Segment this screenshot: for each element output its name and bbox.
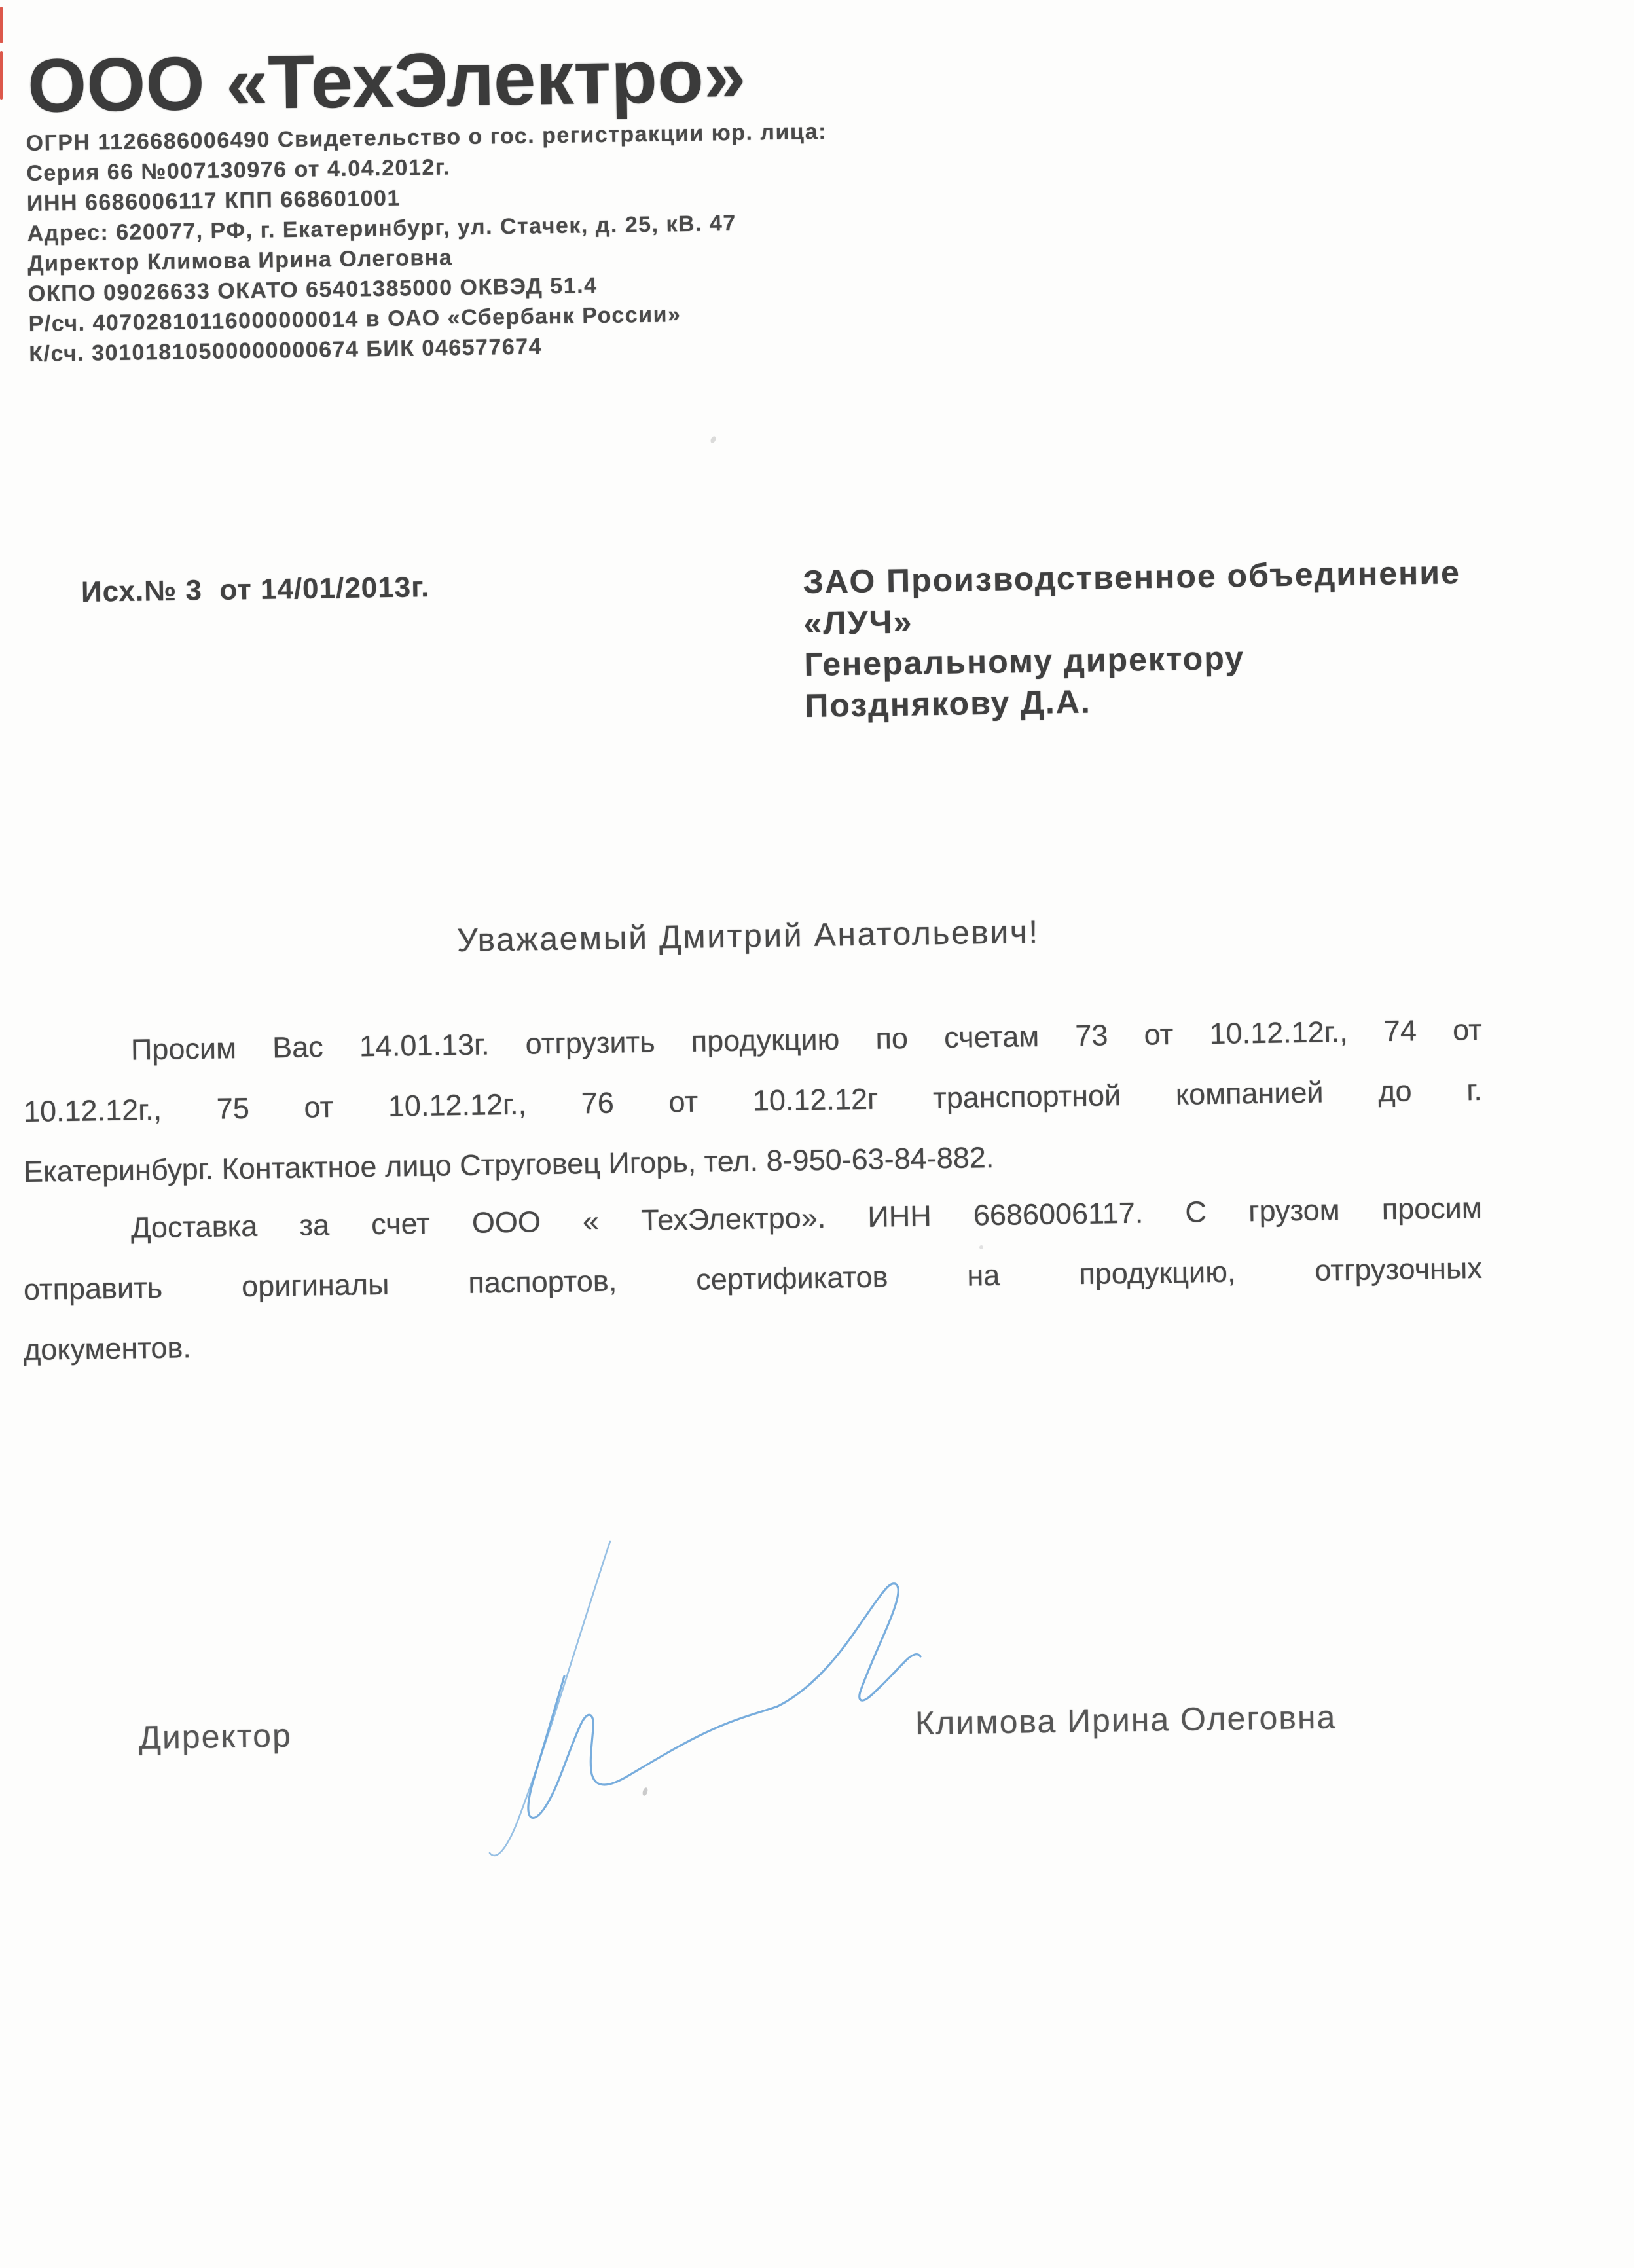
addressee-position: Генеральному директору <box>804 640 1245 683</box>
body-line: Екатеринбург. Контактное лицо Струговец Игорь, тел. 8-950-63-84-882. <box>23 1141 994 1188</box>
letterhead-details <box>26 113 1076 369</box>
signatory-name: Климова Ирина Олеговна <box>915 1698 1337 1742</box>
letterhead-line-seriya: Серия 66 №007130976 от 4.04.2012г. <box>26 155 451 187</box>
signature-stroke-loop <box>528 1676 778 1818</box>
signature-ink <box>393 1526 969 1873</box>
outgoing-reference: Исх.№ 3 от 14/01/2013г. <box>81 571 430 608</box>
addressee-company: ЗАО Производственное объединение <box>803 554 1461 601</box>
scan-artifact-speck <box>710 435 717 444</box>
scan-artifact-red-mark <box>0 7 3 43</box>
signature-stroke-long <box>490 1541 610 1856</box>
body-line: документов. <box>23 1330 192 1366</box>
letterhead-line-address: Адрес: 620077, РФ, г. Екатеринбург, ул. Стачек, д. 25, кВ. 47 <box>27 210 736 247</box>
body-line: 10.12.12г., 75 от 10.12.12г., 76 от 10.12.12г транспортной компанией до г. <box>23 1072 1483 1128</box>
body-paragraph-1 <box>23 1012 1483 1202</box>
signature-stroke-zigzag <box>778 1584 920 1706</box>
body-line: отправить оригиналы паспортов, сертификатов на продукцию, отгрузочных <box>23 1251 1483 1306</box>
letterhead-line-inn-kpp: ИНН 6686006117 КПП 668601001 <box>26 185 401 217</box>
letterhead-line-okpo: ОКПО 09026633 ОКАТО 65401385000 ОКВЭД 51.4 <box>27 273 598 306</box>
director-label: Директор <box>138 1717 293 1756</box>
letterhead-line-settlement-account: Р/сч. 40702810116000000014 в ОАО «Сбербанк России» <box>28 302 681 337</box>
company-title: ООО «ТехЭлектро» <box>27 32 747 128</box>
addressee-person: Позднякову Д.А. <box>804 683 1092 724</box>
body-line: Доставка за счет ООО « ТехЭлектро». ИНН 6686006117. С грузом просим <box>130 1190 1483 1245</box>
addressee-block <box>803 551 1525 727</box>
letterhead-line-ogrn: ОГРН 1126686006490 Свидетельство о гос. регистракции юр. лица: <box>26 119 827 156</box>
addressee-company-name: «ЛУЧ» <box>803 603 913 642</box>
salutation: Уважаемый Дмитрий Анатольевич! <box>456 913 1040 959</box>
body-paragraph-2 <box>23 1190 1483 1380</box>
letterhead-line-director: Директор Климова Ирина Олеговна <box>27 245 453 276</box>
body-line: Просим Вас 14.01.13г. отгрузить продукцию по счетам 73 от 10.12.12г., 74 от <box>130 1012 1483 1067</box>
letterhead-line-correspondent-account: К/сч. 30101810500000000674 БИК 046577674 <box>29 334 543 367</box>
scan-artifact-red-mark <box>0 51 3 100</box>
